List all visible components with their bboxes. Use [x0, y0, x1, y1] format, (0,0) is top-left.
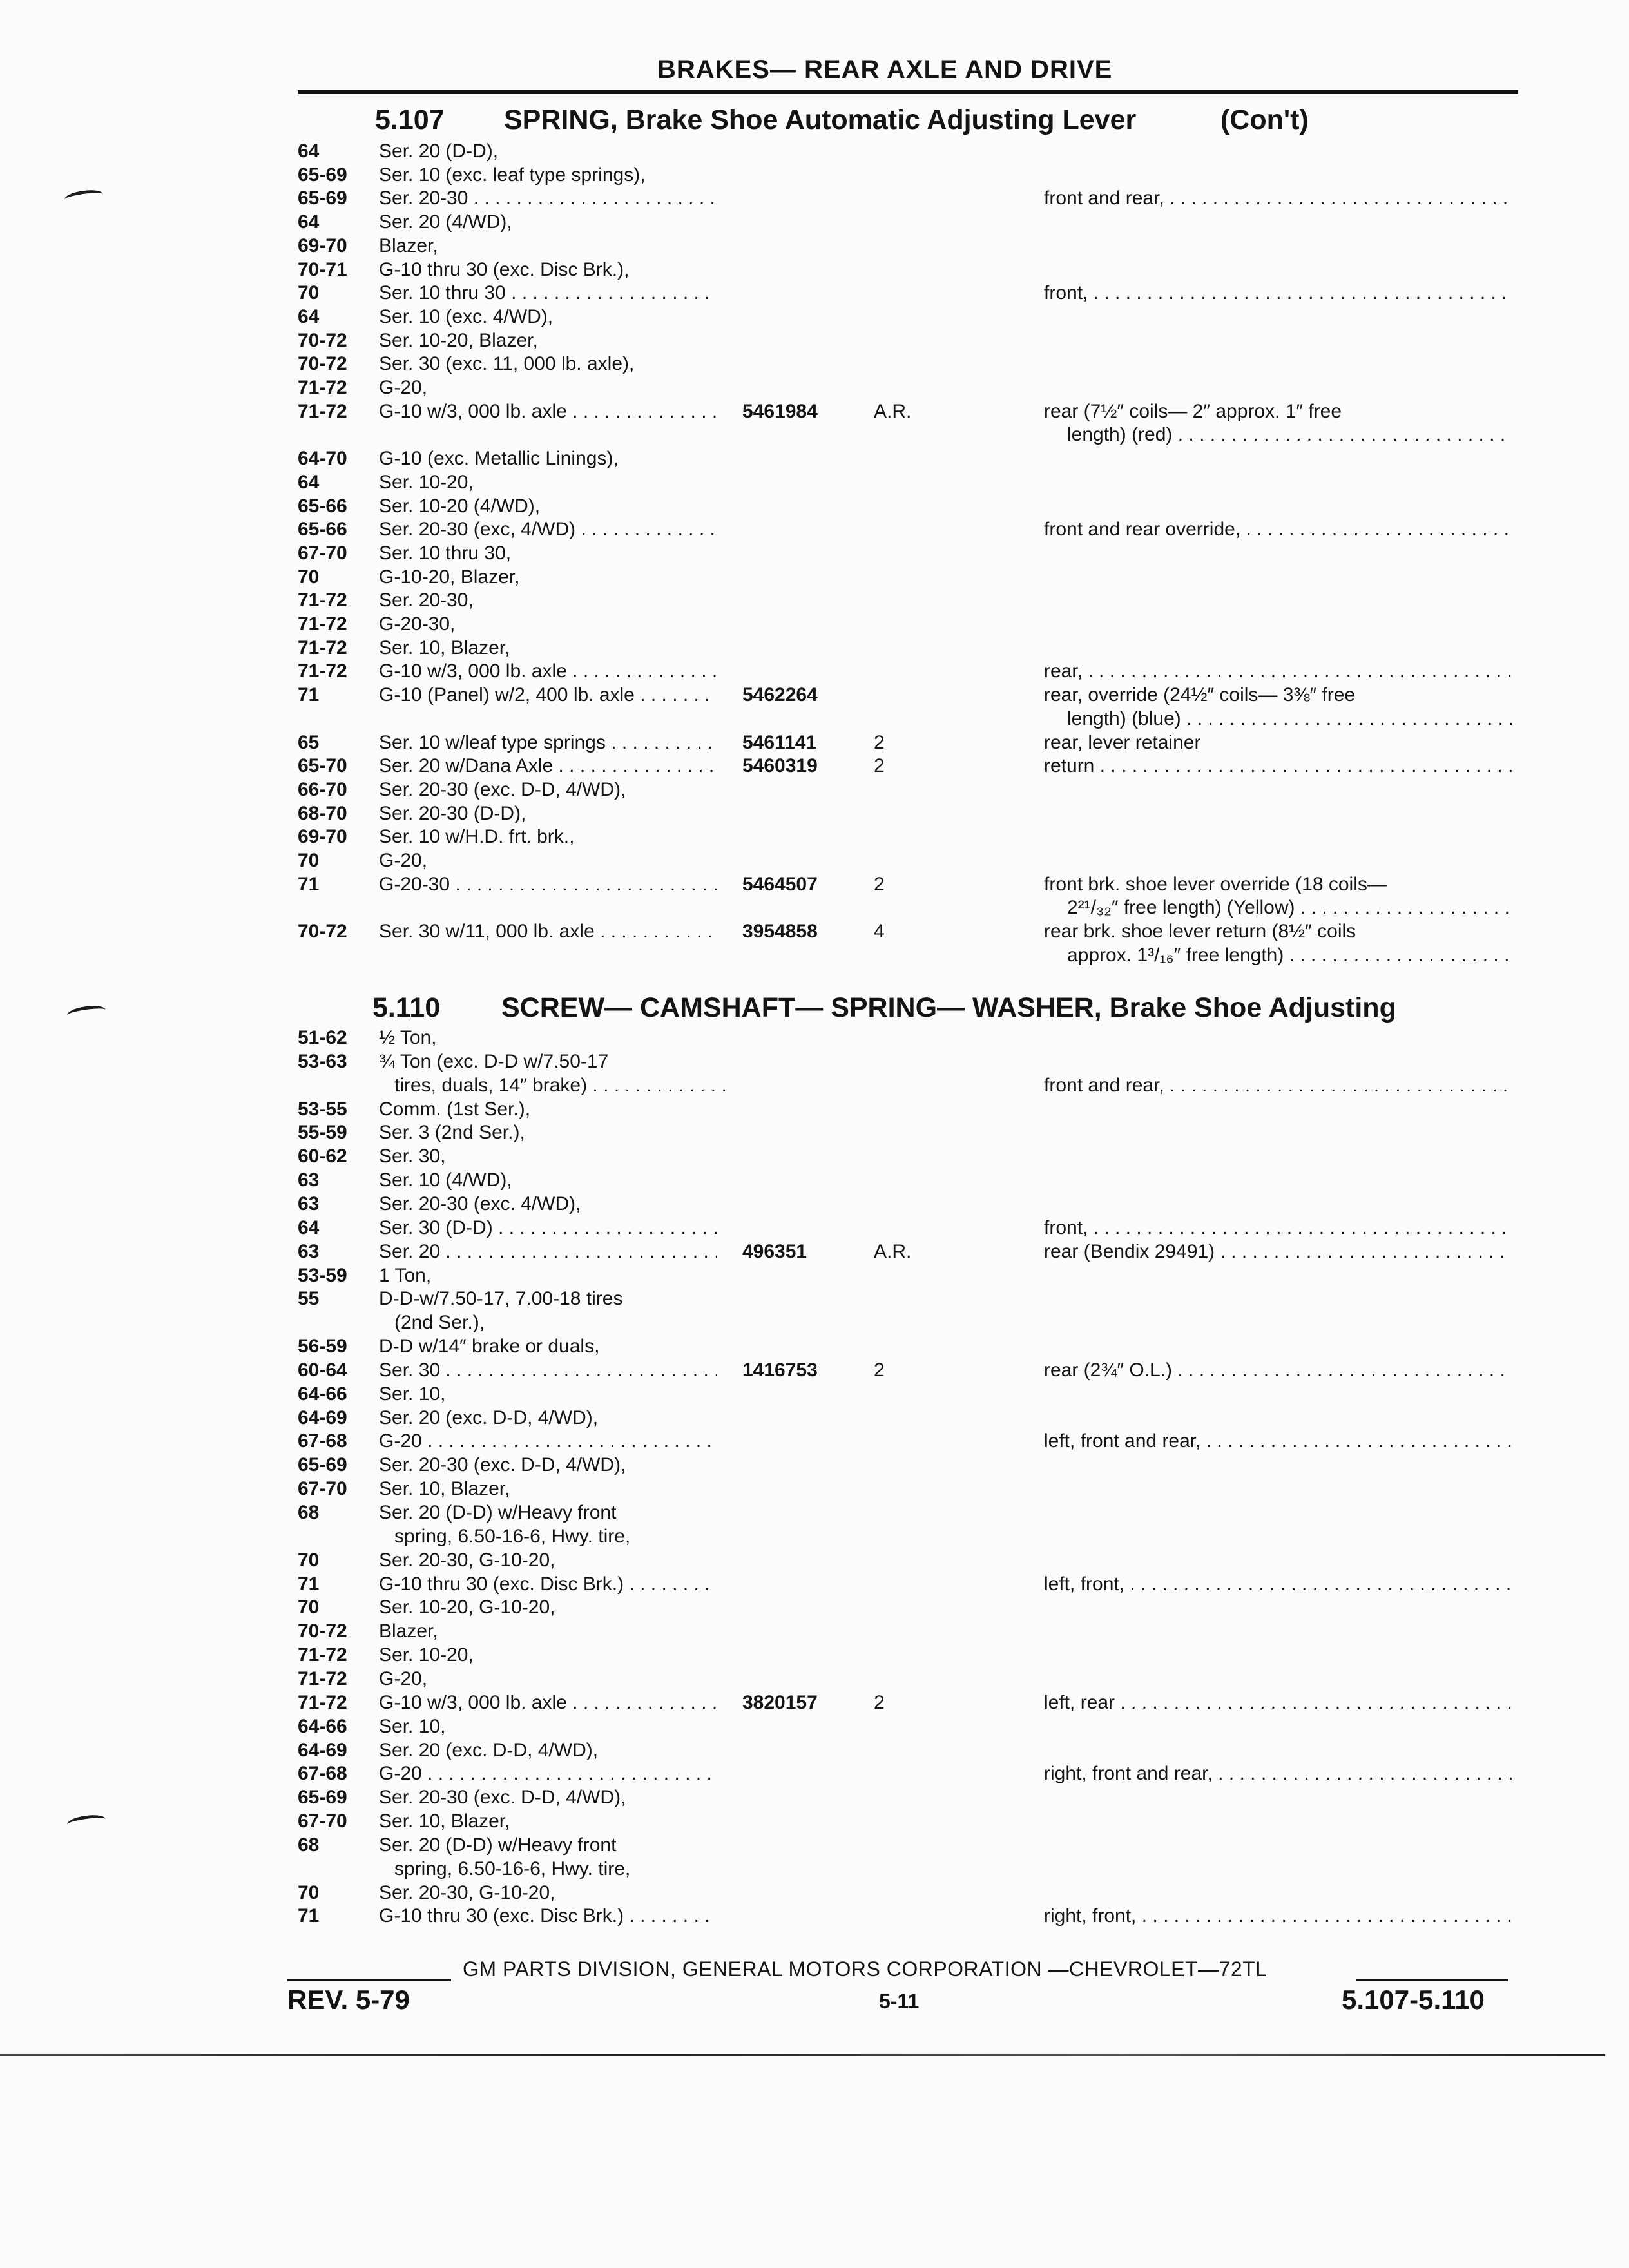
description: Ser. 20-30, G-10-20,	[379, 1549, 555, 1571]
model-years: 64	[298, 471, 320, 493]
description: 1 Ton,	[379, 1264, 432, 1286]
table-row	[0, 707, 1629, 731]
table-row	[0, 731, 1629, 755]
part-number: 3820157	[742, 1691, 818, 1713]
quantity: A.R.	[874, 400, 912, 422]
model-years: 70-72	[298, 353, 347, 375]
description: Ser. 20 w/Dana Axle . . .	[379, 754, 717, 778]
section-name: SCREW— CAMSHAFT— SPRING— WASHER, Brake Shoe Adjusting	[501, 992, 1396, 1023]
table-row	[0, 517, 1629, 542]
table-row	[0, 1216, 1629, 1240]
table-row	[0, 872, 1629, 897]
description: G-20,	[379, 377, 428, 398]
description: Ser. 20-30 (exc. D-D, 4/WD),	[379, 778, 626, 800]
table-row	[0, 1144, 1629, 1169]
description: Ser. 10 thru 30 . . .	[379, 281, 717, 305]
table-row	[0, 329, 1629, 353]
table-row	[0, 186, 1629, 211]
description: D-D w/14″ brake or duals,	[379, 1336, 600, 1358]
model-years: 71	[298, 684, 320, 706]
table-row	[0, 1833, 1629, 1858]
description: G-20 . . .	[379, 1429, 717, 1454]
description: Ser. 30 (exc. 11, 000 lb. axle),	[379, 353, 635, 375]
table-row	[0, 352, 1629, 376]
application: front brk. shoe lever override (18 coils—	[1044, 873, 1387, 895]
application: front and rear, . . .	[1044, 1073, 1512, 1098]
description: (2nd Ser.),	[394, 1312, 485, 1334]
application: right, front and rear, . . .	[1044, 1762, 1512, 1786]
description: G-20,	[379, 850, 428, 871]
model-years: 68-70	[298, 802, 347, 824]
table-row	[0, 210, 1629, 235]
table-row	[0, 470, 1629, 495]
description: Ser. 3 (2nd Ser.),	[379, 1122, 525, 1144]
description: Ser. 30 . . .	[379, 1358, 717, 1383]
description: Ser. 20-30,	[379, 590, 474, 611]
footer-revision: REV. 5-79	[287, 1984, 410, 2015]
application: rear brk. shoe lever return (8½″ coils	[1044, 921, 1356, 943]
table-row	[0, 1785, 1629, 1810]
table-row	[0, 1453, 1629, 1477]
description: Ser. 30 w/11, 000 lb. axle . . .	[379, 919, 717, 944]
application: return . . .	[1044, 754, 1512, 778]
quantity: 2	[874, 731, 885, 753]
table-row	[0, 943, 1629, 968]
model-years: 65-69	[298, 164, 347, 186]
description: Ser. 30,	[379, 1146, 446, 1168]
section-5-110-title	[372, 992, 1532, 1026]
part-number: 5462264	[742, 684, 818, 706]
table-row	[0, 1762, 1629, 1786]
description: G-10 thru 30 (exc. Disc Brk.),	[379, 258, 630, 280]
table-row	[0, 636, 1629, 660]
section-name: SPRING, Brake Shoe Automatic Adjusting Lever	[504, 104, 1137, 135]
description: Ser. 20-30 . . .	[379, 186, 717, 211]
table-row	[0, 1738, 1629, 1763]
application: left, front and rear, . . .	[1044, 1429, 1512, 1454]
table-row	[0, 1120, 1629, 1145]
table-row	[0, 447, 1629, 471]
description: ¾ Ton (exc. D-D w/7.50-17	[379, 1050, 609, 1072]
description: D-D-w/7.50-17, 7.00-18 tires	[379, 1288, 623, 1310]
table-row	[0, 1334, 1629, 1359]
description: Ser. 10-20,	[379, 471, 474, 493]
model-years: 64	[298, 211, 320, 233]
description: G-20-30 . . .	[379, 872, 717, 897]
description: Ser. 10, Blazer,	[379, 1811, 510, 1832]
model-years: 63	[298, 1193, 320, 1215]
description: tires, duals, 14″ brake) . . .	[394, 1073, 732, 1098]
margin-mark	[66, 1004, 106, 1021]
description: Ser. 20-30 (exc. 4/WD),	[379, 1193, 581, 1215]
application: rear, lever retainer	[1044, 731, 1201, 753]
table-row	[0, 565, 1629, 590]
model-years: 71-72	[298, 1644, 347, 1666]
description: Ser. 10 thru 30,	[379, 542, 512, 564]
model-years: 66-70	[298, 778, 347, 800]
model-years: 67-68	[298, 1763, 347, 1785]
application: front, . . .	[1044, 281, 1512, 305]
description: Ser. 10,	[379, 1715, 446, 1737]
table-row	[0, 1619, 1629, 1644]
description: spring, 6.50-16-6, Hwy. tire,	[394, 1525, 631, 1547]
application: right, front, . . .	[1044, 1904, 1512, 1928]
quantity: 2	[874, 1359, 885, 1381]
description: Ser. 10, Blazer,	[379, 1478, 510, 1500]
footer-rule-right	[1356, 1979, 1508, 1981]
model-years: 71-72	[298, 637, 347, 658]
model-years: 70	[298, 1597, 320, 1619]
part-number: 1416753	[742, 1359, 818, 1381]
table-row	[0, 1691, 1629, 1715]
model-years: 64-70	[298, 448, 347, 470]
part-number: 5461141	[742, 731, 817, 753]
footer-rule-left	[287, 1979, 451, 1981]
table-row	[0, 1643, 1629, 1667]
table-row	[0, 376, 1629, 400]
table-row	[0, 1073, 1629, 1098]
model-years: 65-66	[298, 519, 347, 541]
model-years: 60-64	[298, 1359, 347, 1381]
model-years: 70	[298, 850, 320, 871]
application: front, . . .	[1044, 1216, 1512, 1240]
model-years: 63	[298, 1169, 320, 1191]
model-years: 67-70	[298, 1478, 347, 1500]
description: ½ Ton,	[379, 1027, 437, 1048]
model-years: 64-69	[298, 1739, 347, 1761]
model-years: 56-59	[298, 1336, 347, 1358]
table-row	[0, 1715, 1629, 1739]
description: Ser. 10 w/leaf type springs . . .	[379, 731, 717, 755]
table-row	[0, 588, 1629, 613]
part-number: 5460319	[742, 755, 818, 777]
model-years: 64-69	[298, 1407, 347, 1428]
quantity: 2	[874, 755, 885, 777]
application: left, front, . . .	[1044, 1572, 1512, 1597]
model-years: 65-69	[298, 1787, 347, 1809]
application: left, rear . . .	[1044, 1691, 1512, 1715]
description: G-10 w/3, 000 lb. axle . . .	[379, 399, 717, 424]
description: Ser. 10, Blazer,	[379, 637, 510, 658]
model-years: 67-70	[298, 1811, 347, 1832]
section-5-107-title	[375, 104, 1342, 138]
model-years: 65	[298, 731, 320, 753]
model-years: 55	[298, 1288, 320, 1310]
model-years: 67-70	[298, 542, 347, 564]
description: G-10 w/3, 000 lb. axle . . .	[379, 1691, 717, 1715]
page-header: BRAKES— REAR AXLE AND DRIVE	[657, 55, 1113, 84]
model-years: 70	[298, 1881, 320, 1903]
model-years: 70-72	[298, 921, 347, 943]
table-row	[0, 825, 1629, 849]
description: Ser. 10-20, G-10-20,	[379, 1597, 555, 1619]
model-years: 55-59	[298, 1122, 347, 1144]
model-years: 69-70	[298, 826, 347, 848]
table-row	[0, 1595, 1629, 1620]
table-row	[0, 1477, 1629, 1501]
table-row	[0, 1358, 1629, 1383]
description: G-10 thru 30 (exc. Disc Brk.) . . .	[379, 1572, 717, 1597]
table-row	[0, 1857, 1629, 1881]
model-years: 63	[298, 1240, 320, 1262]
model-years: 64	[298, 305, 320, 327]
footer-section-range: 5.107-5.110	[1342, 1984, 1485, 2015]
description: G-10 (Panel) w/2, 400 lb. axle . . .	[379, 683, 717, 707]
table-row	[0, 1667, 1629, 1691]
table-row	[0, 1406, 1629, 1430]
part-number: 5461984	[742, 400, 818, 422]
model-years: 71-72	[298, 613, 347, 635]
description: G-20 . . .	[379, 1762, 717, 1786]
section-number: 5.107	[375, 104, 445, 135]
model-years: 71	[298, 1905, 320, 1927]
description: G-10 w/3, 000 lb. axle . . .	[379, 659, 717, 684]
description: G-20-30,	[379, 613, 456, 635]
table-row	[0, 1311, 1629, 1335]
application: rear, . . .	[1044, 659, 1512, 684]
description: Ser. 10 (exc. 4/WD),	[379, 305, 554, 327]
model-years: 69-70	[298, 235, 347, 256]
table-row	[0, 1050, 1629, 1074]
application: rear (2¾″ O.L.) . . .	[1044, 1358, 1512, 1383]
description: G-20,	[379, 1667, 428, 1689]
bottom-rule	[0, 2054, 1605, 2056]
description: Ser. 10-20,	[379, 1644, 474, 1666]
description: G-10-20, Blazer,	[379, 566, 520, 588]
model-years: 71	[298, 1573, 320, 1595]
model-years: 60-62	[298, 1146, 347, 1168]
table-row	[0, 896, 1629, 920]
application: rear (Bendix 29491) . . .	[1044, 1240, 1512, 1264]
table-row	[0, 1572, 1629, 1597]
table-row	[0, 1881, 1629, 1905]
quantity: A.R.	[874, 1240, 912, 1262]
model-years: 64	[298, 140, 320, 162]
application: rear (7½″ coils— 2″ approx. 1″ free	[1044, 400, 1342, 422]
model-years: 71-72	[298, 400, 347, 422]
description: G-10 thru 30 (exc. Disc Brk.) . . .	[379, 1904, 717, 1928]
model-years: 70-72	[298, 1620, 347, 1642]
table-row	[0, 1026, 1629, 1050]
table-row	[0, 1168, 1629, 1193]
table-row	[0, 1809, 1629, 1834]
table-row	[0, 1192, 1629, 1216]
description: Ser. 10-20, Blazer,	[379, 329, 538, 351]
model-years: 64	[298, 1216, 320, 1238]
table-row	[0, 1548, 1629, 1573]
table-row	[0, 139, 1629, 164]
application: length) (red) . . .	[1067, 423, 1512, 447]
description: Ser. 10,	[379, 1383, 446, 1405]
section-continued: (Con't)	[1220, 104, 1309, 135]
quantity: 4	[874, 921, 885, 943]
footer-publisher: GM PARTS DIVISION, GENERAL MOTORS CORPORATION —CHEVROLET—72TL	[463, 1957, 1268, 1981]
table-row	[0, 541, 1629, 566]
model-years: 71-72	[298, 660, 347, 682]
table-row	[0, 802, 1629, 826]
table-row	[0, 1501, 1629, 1525]
table-row	[0, 849, 1629, 873]
description: Ser. 20 (exc. D-D, 4/WD),	[379, 1739, 599, 1761]
description: spring, 6.50-16-6, Hwy. tire,	[394, 1858, 631, 1879]
application: front and rear, . . .	[1044, 186, 1512, 211]
table-row	[0, 1287, 1629, 1311]
table-row	[0, 754, 1629, 778]
part-number: 5464507	[742, 873, 818, 895]
header-rule	[298, 90, 1518, 94]
description: G-10 (exc. Metallic Linings),	[379, 448, 619, 470]
description: Ser. 20 (D-D) w/Heavy front	[379, 1502, 617, 1523]
application: front and rear override, . . .	[1044, 517, 1512, 542]
table-row	[0, 1904, 1629, 1928]
description: Ser. 20 (D-D) w/Heavy front	[379, 1834, 617, 1856]
description: Ser. 20-30 (exc. D-D, 4/WD),	[379, 1787, 626, 1809]
table-row	[0, 163, 1629, 187]
table-row	[0, 1264, 1629, 1288]
model-years: 71-72	[298, 1667, 347, 1689]
description: Ser. 10-20 (4/WD),	[379, 495, 541, 517]
table-row	[0, 683, 1629, 707]
table-row	[0, 612, 1629, 637]
description: Ser. 20-30 (exc, 4/WD) . . .	[379, 517, 717, 542]
description: Comm. (1st Ser.),	[379, 1098, 531, 1120]
model-years: 70	[298, 566, 320, 588]
application: approx. 1³/₁₆″ free length) . . .	[1067, 943, 1512, 968]
description: Ser. 30 (D-D) . . .	[379, 1216, 717, 1240]
model-years: 65-69	[298, 187, 347, 209]
table-row	[0, 1382, 1629, 1407]
model-years: 70	[298, 1549, 320, 1571]
model-years: 51-62	[298, 1027, 347, 1048]
table-row	[0, 1240, 1629, 1264]
application: length) (blue) . . .	[1067, 707, 1512, 731]
quantity: 2	[874, 873, 885, 895]
table-row	[0, 1097, 1629, 1122]
description: Ser. 20 (4/WD),	[379, 211, 512, 233]
model-years: 64-66	[298, 1383, 347, 1405]
application: rear, override (24½″ coils— 3⅜″ free	[1044, 684, 1356, 706]
description: Ser. 10 w/H.D. frt. brk.,	[379, 826, 575, 848]
table-row	[0, 494, 1629, 519]
model-years: 71	[298, 873, 320, 895]
description: Blazer,	[379, 235, 438, 256]
table-row	[0, 234, 1629, 258]
table-row	[0, 281, 1629, 305]
model-years: 53-55	[298, 1098, 347, 1120]
description: Ser. 20-30, G-10-20,	[379, 1881, 555, 1903]
model-years: 68	[298, 1834, 320, 1856]
table-row	[0, 659, 1629, 684]
description: Ser. 10 (4/WD),	[379, 1169, 512, 1191]
table-row	[0, 778, 1629, 802]
description: Ser. 20 (exc. D-D, 4/WD),	[379, 1407, 599, 1428]
table-row	[0, 399, 1629, 424]
model-years: 65-69	[298, 1454, 347, 1476]
application: 2²¹/₃₂″ free length) (Yellow) . . .	[1067, 896, 1512, 920]
description: Blazer,	[379, 1620, 438, 1642]
section-number: 5.110	[372, 992, 441, 1023]
model-years: 53-59	[298, 1264, 347, 1286]
model-years: 71-72	[298, 590, 347, 611]
part-number: 3954858	[742, 921, 818, 943]
model-years: 64-66	[298, 1715, 347, 1737]
model-years: 65-66	[298, 495, 347, 517]
footer-page-number: 5-11	[879, 1990, 920, 2013]
model-years: 67-68	[298, 1430, 347, 1452]
description: Ser. 10 (exc. leaf type springs),	[379, 164, 646, 186]
model-years: 71-72	[298, 377, 347, 398]
model-years: 70-72	[298, 329, 347, 351]
description: Ser. 20-30 (exc. D-D, 4/WD),	[379, 1454, 626, 1476]
quantity: 2	[874, 1691, 885, 1713]
model-years: 71-72	[298, 1691, 347, 1713]
table-row	[0, 1524, 1629, 1549]
table-row	[0, 305, 1629, 329]
model-years: 68	[298, 1502, 320, 1523]
table-row	[0, 423, 1629, 447]
description: Ser. 20-30 (D-D),	[379, 802, 526, 824]
table-row	[0, 258, 1629, 282]
description: Ser. 20 (D-D),	[379, 140, 499, 162]
model-years: 65-70	[298, 755, 347, 777]
part-number: 496351	[742, 1240, 807, 1262]
model-years: 70	[298, 282, 320, 304]
table-row	[0, 919, 1629, 944]
description: Ser. 20 . . .	[379, 1240, 717, 1264]
model-years: 53-63	[298, 1050, 347, 1072]
model-years: 70-71	[298, 258, 347, 280]
table-row	[0, 1429, 1629, 1454]
